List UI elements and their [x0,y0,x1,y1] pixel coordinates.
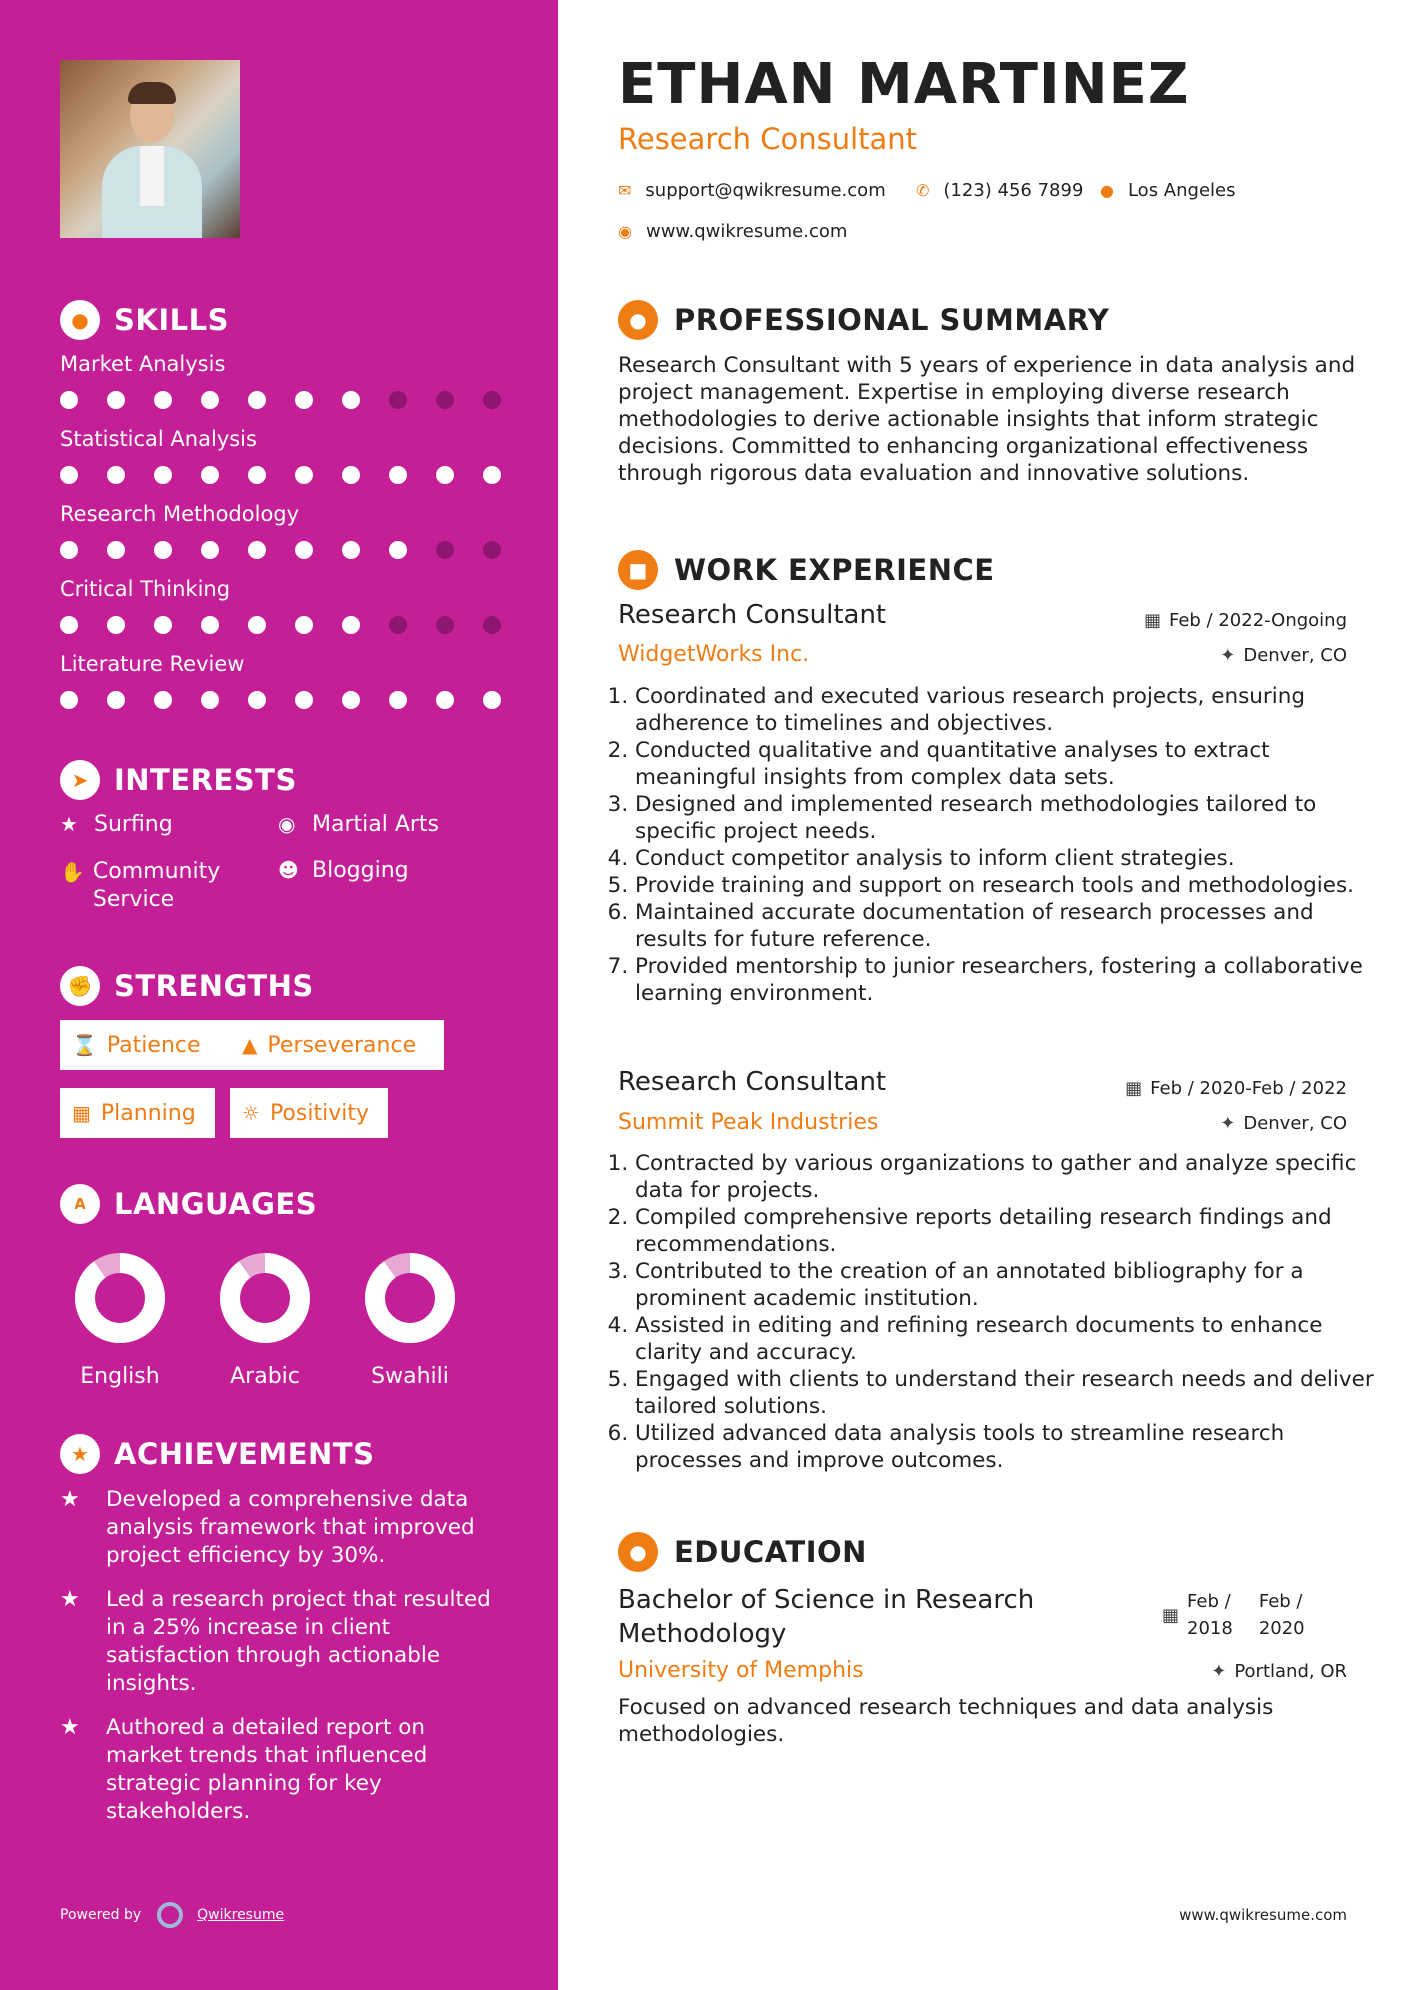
end-year: 2020 [1258,1618,1305,1639]
job-title: Research Consultant [618,1067,887,1097]
pin-icon: ✦ [1211,1661,1227,1682]
rating-dot [295,691,313,709]
company-name: Summit Peak Industries [618,1110,879,1135]
company-name: WidgetWorks Inc. [618,642,810,667]
job-bullets [612,683,1375,1007]
summary-title: PROFESSIONAL SUMMARY [674,303,1110,337]
education-title: EDUCATION [674,1535,867,1569]
rating-dot [154,616,172,634]
achievements-title: ACHIEVEMENTS [114,1437,375,1471]
chair-icon: ■ [618,550,658,590]
experience-title: WORK EXPERIENCE [674,553,995,587]
skill-name: Statistical Analysis [60,427,257,451]
skill-name: Literature Review [60,652,245,676]
map-marker-icon: ● [1100,181,1114,200]
language-item [60,1250,180,1389]
job-bullet: 3. Designed and implemented research methodologies tailored to specific project needs. [635,791,1375,845]
job-dates [1125,1078,1347,1099]
education-location [1211,1661,1347,1682]
users-icon: ☻ [278,858,299,882]
language-level-ring [72,1250,168,1346]
rating-dot [389,691,407,709]
lightbulb-icon: ● [60,300,100,340]
job-bullet: 6. Utilized advanced data analysis tools to streamline research processes and improve outcomes. [635,1420,1375,1474]
interest-item [60,858,260,914]
calendar-icon: ▦ [72,1101,91,1125]
rating-dot [483,616,501,634]
end-month: Feb / [1258,1591,1303,1612]
languages-title: LANGUAGES [114,1187,318,1221]
rating-dot [107,616,125,634]
rating-dot [295,616,313,634]
education-location-text: Portland, OR [1234,1661,1347,1682]
job-bullets [612,1150,1375,1474]
rating-dot [295,541,313,559]
job-location-text: Denver, CO [1243,1113,1347,1134]
sidebar [0,0,558,1990]
language-name: Arabic [230,1364,300,1389]
education-header [618,1532,867,1572]
email-text: support@qwikresume.com [645,180,886,201]
rating-dot [60,616,78,634]
rating-dot [154,391,172,409]
interest-label: Surfing [94,812,173,837]
contact-email[interactable] [618,180,886,201]
rating-dot [248,391,266,409]
skill-name: Market Analysis [60,352,226,376]
achievements-header [60,1434,374,1474]
summary-text: Research Consultant with 5 years of experience in data analysis and project management. Expertise in employing diverse research methodologies to derive actionable insights that inform strategic decisions. Committed to enhancing organizational effectiveness through rigorous data evaluation and innovative solutions. [618,353,1356,486]
sun-icon: ☼ [242,1101,260,1125]
shooting-star-icon: ★ [60,1587,80,1612]
languages-header [60,1184,317,1224]
rating-dot [201,541,219,559]
job-title: Research Consultant [618,600,887,630]
rating-dot [436,466,454,484]
job-location-text: Denver, CO [1243,645,1347,666]
contact-phone[interactable] [916,180,1083,201]
job-bullet: 2. Conducted qualitative and quantitative analyses to extract meaningful insights from complex data sets. [635,737,1375,791]
summary-header [618,300,1109,340]
website-text: www.qwikresume.com [645,221,848,242]
paper-plane-icon: ➤ [60,760,100,800]
rating-dot [107,466,125,484]
rating-dot [60,691,78,709]
strength-label: Positivity [269,1100,369,1126]
skill-rating [60,616,501,634]
skill-name: Research Methodology [60,502,300,526]
shooting-star-icon: ★ [60,1487,80,1512]
rating-dot [295,466,313,484]
rating-dot [248,541,266,559]
envelope-icon: ✉ [618,181,632,200]
fist-icon: ✊ [60,966,100,1006]
strengths-title: STRENGTHS [114,969,314,1003]
job-location [1220,645,1347,666]
rating-dot [389,466,407,484]
profile-photo [60,60,240,238]
achievement-item [60,1486,500,1570]
strength-badge [60,1088,215,1138]
phone-icon: ✆ [916,181,930,200]
star-badge-icon: ★ [60,1434,100,1474]
rating-dot [201,691,219,709]
achievement-text: Developed a comprehensive data analysis framework that improved project efficiency by 30%. [106,1487,475,1568]
experience-header [618,550,995,590]
qwikresume-logo-icon [157,1902,183,1928]
candidate-title: Research Consultant [618,122,918,156]
rating-dot [436,691,454,709]
powered-by [60,1902,284,1928]
rating-dot [342,391,360,409]
skill-rating [60,391,501,409]
strength-label: Planning [100,1100,196,1126]
skill-rating [60,466,501,484]
language-name: Swahili [371,1364,449,1389]
strength-badge [60,1020,230,1070]
rating-dot [201,616,219,634]
rating-dot [483,541,501,559]
rating-dot [60,541,78,559]
rating-dot [295,391,313,409]
rating-dot [483,691,501,709]
school-name: University of Memphis [618,1658,864,1683]
achievement-text: Authored a detailed report on market trends that influenced strategic planning for key stakeholders. [106,1715,428,1824]
rating-dot [342,691,360,709]
rating-dot [483,391,501,409]
rating-dot [248,691,266,709]
rating-dot [201,391,219,409]
rating-dot [389,541,407,559]
rating-dot [154,691,172,709]
pin-icon: ✦ [1220,1113,1236,1134]
rating-dot [107,691,125,709]
graduate-icon: ● [618,1532,658,1572]
rating-dot [107,541,125,559]
skill-name: Critical Thinking [60,577,231,601]
rating-dot [342,541,360,559]
shooting-star-icon: ★ [60,1715,80,1740]
strength-badge [230,1020,444,1070]
language-level-ring [362,1250,458,1346]
rating-dot [248,616,266,634]
job-bullet: 5. Provide training and support on research tools and methodologies. [635,872,1375,899]
skill-rating [60,541,501,559]
powered-by-label: Powered by [60,1907,142,1923]
rating-dot [342,616,360,634]
skills-header [60,300,229,340]
interest-item [278,858,409,883]
achievement-text: Led a research project that resulted in a 25% increase in client satisfaction through actionable insights. [106,1587,491,1696]
education-dates [1162,1588,1305,1642]
job-bullet: 1. Coordinated and executed various research projects, ensuring adherence to timelines and objectives. [635,683,1375,737]
language-name: English [80,1364,160,1389]
job-bullet: 2. Compiled comprehensive reports detailing research findings and recommendations. [635,1204,1375,1258]
start-year: 2018 [1187,1618,1233,1639]
rating-dot [342,466,360,484]
job-bullet: 3. Contributed to the creation of an annotated bibliography for a prominent academic institution. [635,1258,1375,1312]
strength-badge [230,1088,388,1138]
job-location [1220,1113,1347,1134]
road-icon: ▲ [242,1033,258,1057]
start-month: Feb / [1187,1591,1231,1612]
achievement-item [60,1714,500,1826]
education-description: Focused on advanced research techniques and data analysis methodologies. [618,1695,1274,1747]
hourglass-icon: ⌛ [72,1033,97,1057]
calendar-icon: ▦ [1125,1078,1143,1099]
skill-rating [60,691,501,709]
phone-text: (123) 456 7899 [943,180,1084,201]
rating-dot [201,466,219,484]
calendar-icon: ▦ [1143,610,1161,631]
job-dates-text: Feb / 2020-Feb / 2022 [1150,1078,1347,1099]
strengths-header [60,966,314,1006]
rating-dot [107,391,125,409]
rating-dot [483,466,501,484]
interest-label: Martial Arts [312,812,440,837]
interests-title: INTERESTS [114,763,297,797]
achievement-item [60,1586,500,1698]
interest-item [60,812,173,837]
rating-dot [154,541,172,559]
globe-icon: ◉ [278,812,296,836]
job-bullet: 4. Assisted in editing and refining research documents to enhance clarity and accuracy. [635,1312,1375,1366]
language-item [350,1250,470,1389]
interests-header [60,760,297,800]
location-text: Los Angeles [1127,180,1236,201]
footer-url[interactable]: www.qwikresume.com [1179,1906,1347,1924]
globe-icon: ◉ [618,222,632,241]
job-dates-text: Feb / 2022-Ongoing [1168,610,1347,631]
contact-website[interactable] [618,221,847,242]
candidate-name: ETHAN MARTINEZ [618,52,1190,117]
job-bullet: 4. Conduct competitor analysis to inform client strategies. [635,845,1375,872]
star-icon: ★ [60,812,78,836]
calendar-icon: ▦ [1162,1604,1180,1626]
job-dates [1144,610,1347,631]
rating-dot [248,466,266,484]
language-level-ring [217,1250,313,1346]
pin-icon: ✦ [1220,645,1236,666]
rating-dot [389,616,407,634]
rating-dot [60,391,78,409]
language-item [205,1250,325,1389]
strength-label: Patience [106,1032,201,1058]
rating-dot [154,466,172,484]
rating-dot [436,391,454,409]
strength-label: Perseverance [267,1032,417,1058]
interest-label: Blogging [312,858,409,883]
job-bullet: 1. Contracted by various organizations to gather and analyze specific data for projects. [635,1150,1375,1204]
interest-label: Community Service [92,859,221,912]
rating-dot [436,541,454,559]
qwikresume-link[interactable]: Qwikresume [197,1907,285,1923]
user-icon: ● [618,300,658,340]
rating-dot [389,391,407,409]
degree-title: Bachelor of Science in Research Methodology [618,1585,1035,1649]
job-bullet: 7. Provided mentorship to junior researchers, fostering a collaborative learning environment. [635,953,1375,1007]
interest-item [278,812,439,837]
skills-title: SKILLS [114,303,229,337]
contact-location [1100,180,1235,201]
job-bullet: 6. Maintained accurate documentation of research processes and results for future reference. [635,899,1375,953]
rating-dot [436,616,454,634]
hand-icon: ✋ [60,860,85,884]
rating-dot [60,466,78,484]
language-icon: A [60,1184,100,1224]
job-bullet: 5. Engaged with clients to understand their research needs and deliver tailored solutions. [635,1366,1375,1420]
